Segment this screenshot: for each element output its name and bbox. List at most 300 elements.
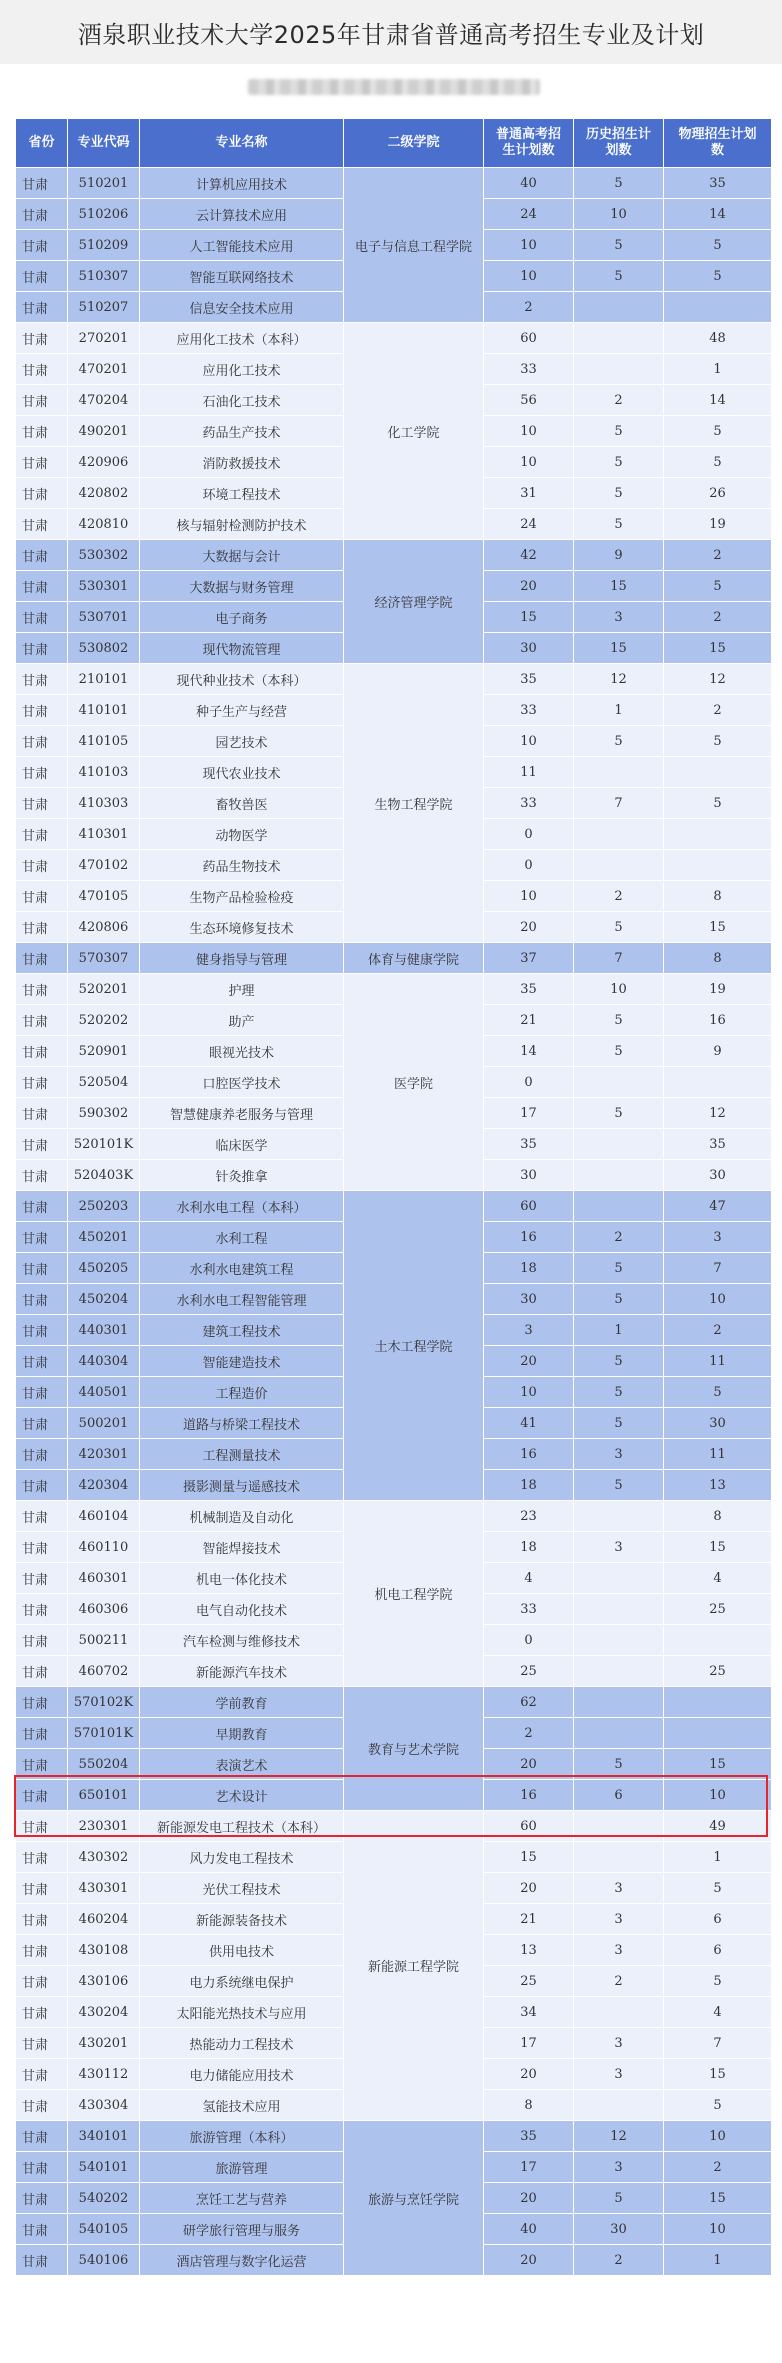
- major-name-cell: 石油化工技术: [140, 385, 344, 416]
- code-cell: 210101: [68, 664, 140, 695]
- physics-cell: 2: [664, 695, 772, 726]
- total-cell: 20: [484, 912, 574, 943]
- total-cell: 10: [484, 416, 574, 447]
- code-cell: 460204: [68, 1904, 140, 1935]
- history-cell: 5: [574, 1470, 664, 1501]
- physics-cell: 35: [664, 1129, 772, 1160]
- college-cell: 教育与艺术学院: [344, 1687, 484, 1811]
- physics-cell: 5: [664, 726, 772, 757]
- table-row: [16, 1191, 772, 1222]
- history-cell: 5: [574, 1098, 664, 1129]
- code-cell: 470204: [68, 385, 140, 416]
- history-cell: [574, 819, 664, 850]
- code-cell: 420906: [68, 447, 140, 478]
- total-cell: 41: [484, 1408, 574, 1439]
- history-cell: 9: [574, 540, 664, 571]
- physics-cell: [664, 292, 772, 323]
- total-cell: 0: [484, 1067, 574, 1098]
- code-cell: 410105: [68, 726, 140, 757]
- major-name-cell: 工程测量技术: [140, 1439, 344, 1470]
- total-cell: 21: [484, 1904, 574, 1935]
- province-cell: 甘肃: [16, 230, 68, 261]
- major-name-cell: 应用化工技术（本科）: [140, 323, 344, 354]
- physics-cell: 8: [664, 881, 772, 912]
- history-cell: [574, 1501, 664, 1532]
- header-total: 普通高考招生计划数: [484, 119, 574, 168]
- major-name-cell: 道路与桥梁工程技术: [140, 1408, 344, 1439]
- code-cell: 420810: [68, 509, 140, 540]
- total-cell: 30: [484, 633, 574, 664]
- history-cell: [574, 1718, 664, 1749]
- table-row: [16, 323, 772, 354]
- major-name-cell: 大数据与会计: [140, 540, 344, 571]
- table-row: [16, 1501, 772, 1532]
- major-name-cell: 生物产品检验检疫: [140, 881, 344, 912]
- college-cell: 生物工程学院: [344, 664, 484, 943]
- table-row: [16, 664, 772, 695]
- physics-cell: 3: [664, 1222, 772, 1253]
- physics-cell: 26: [664, 478, 772, 509]
- province-cell: 甘肃: [16, 323, 68, 354]
- physics-cell: 4: [664, 1563, 772, 1594]
- province-cell: 甘肃: [16, 695, 68, 726]
- table-row: [16, 1811, 772, 1842]
- province-cell: 甘肃: [16, 1408, 68, 1439]
- code-cell: 430301: [68, 1873, 140, 1904]
- total-cell: 2: [484, 1718, 574, 1749]
- code-cell: 530302: [68, 540, 140, 571]
- major-name-cell: 太阳能光热技术与应用: [140, 1997, 344, 2028]
- physics-cell: 30: [664, 1160, 772, 1191]
- history-cell: [574, 757, 664, 788]
- history-cell: 1: [574, 1315, 664, 1346]
- province-cell: 甘肃: [16, 1532, 68, 1563]
- physics-cell: 2: [664, 540, 772, 571]
- province-cell: 甘肃: [16, 633, 68, 664]
- total-cell: 20: [484, 2183, 574, 2214]
- major-name-cell: 汽车检测与维修技术: [140, 1625, 344, 1656]
- total-cell: 15: [484, 602, 574, 633]
- history-cell: 3: [574, 1439, 664, 1470]
- major-name-cell: 眼视光技术: [140, 1036, 344, 1067]
- physics-cell: 14: [664, 385, 772, 416]
- total-cell: 35: [484, 664, 574, 695]
- code-cell: 450205: [68, 1253, 140, 1284]
- history-cell: [574, 1687, 664, 1718]
- code-cell: 520403K: [68, 1160, 140, 1191]
- table-row: [16, 168, 772, 199]
- province-cell: 甘肃: [16, 478, 68, 509]
- province-cell: 甘肃: [16, 1098, 68, 1129]
- major-name-cell: 临床医学: [140, 1129, 344, 1160]
- major-name-cell: 药品生产技术: [140, 416, 344, 447]
- physics-cell: 5: [664, 1966, 772, 1997]
- major-name-cell: 智能互联网络技术: [140, 261, 344, 292]
- history-cell: 5: [574, 1284, 664, 1315]
- physics-cell: 5: [664, 788, 772, 819]
- physics-cell: 2: [664, 1315, 772, 1346]
- code-cell: 520201: [68, 974, 140, 1005]
- college-cell: 医学院: [344, 974, 484, 1191]
- total-cell: 18: [484, 1470, 574, 1501]
- code-cell: 530802: [68, 633, 140, 664]
- physics-cell: [664, 1067, 772, 1098]
- province-cell: 甘肃: [16, 974, 68, 1005]
- total-cell: 10: [484, 881, 574, 912]
- total-cell: 60: [484, 1191, 574, 1222]
- code-cell: 420802: [68, 478, 140, 509]
- table-row: [16, 974, 772, 1005]
- major-name-cell: 水利水电建筑工程: [140, 1253, 344, 1284]
- province-cell: 甘肃: [16, 416, 68, 447]
- physics-cell: 5: [664, 571, 772, 602]
- total-cell: 20: [484, 1346, 574, 1377]
- college-cell: 化工学院: [344, 323, 484, 540]
- province-cell: 甘肃: [16, 2059, 68, 2090]
- major-name-cell: 酒店管理与数字化运营: [140, 2245, 344, 2276]
- major-name-cell: 智慧健康养老服务与管理: [140, 1098, 344, 1129]
- history-cell: 5: [574, 2183, 664, 2214]
- header-college: 二级学院: [344, 119, 484, 168]
- total-cell: 3: [484, 1315, 574, 1346]
- major-name-cell: 大数据与财务管理: [140, 571, 344, 602]
- code-cell: 510206: [68, 199, 140, 230]
- province-cell: 甘肃: [16, 757, 68, 788]
- code-cell: 520504: [68, 1067, 140, 1098]
- history-cell: 3: [574, 602, 664, 633]
- history-cell: 5: [574, 416, 664, 447]
- province-cell: 甘肃: [16, 261, 68, 292]
- total-cell: 10: [484, 1377, 574, 1408]
- code-cell: 510201: [68, 168, 140, 199]
- code-cell: 430204: [68, 1997, 140, 2028]
- college-cell: 土木工程学院: [344, 1191, 484, 1501]
- total-cell: 60: [484, 1811, 574, 1842]
- total-cell: 25: [484, 1656, 574, 1687]
- major-name-cell: 信息安全技术应用: [140, 292, 344, 323]
- province-cell: 甘肃: [16, 2028, 68, 2059]
- province-cell: 甘肃: [16, 1067, 68, 1098]
- physics-cell: 11: [664, 1346, 772, 1377]
- total-cell: 0: [484, 1625, 574, 1656]
- total-cell: 33: [484, 1594, 574, 1625]
- major-name-cell: 表演艺术: [140, 1749, 344, 1780]
- total-cell: 16: [484, 1780, 574, 1811]
- code-cell: 460104: [68, 1501, 140, 1532]
- physics-cell: 8: [664, 943, 772, 974]
- province-cell: 甘肃: [16, 1005, 68, 1036]
- major-name-cell: 水利工程: [140, 1222, 344, 1253]
- history-cell: 15: [574, 571, 664, 602]
- physics-cell: 1: [664, 1842, 772, 1873]
- total-cell: 0: [484, 819, 574, 850]
- major-name-cell: 电力储能应用技术: [140, 2059, 344, 2090]
- history-cell: 5: [574, 1749, 664, 1780]
- history-cell: 10: [574, 199, 664, 230]
- province-cell: 甘肃: [16, 1780, 68, 1811]
- history-cell: [574, 354, 664, 385]
- total-cell: 30: [484, 1160, 574, 1191]
- total-cell: 10: [484, 447, 574, 478]
- total-cell: 56: [484, 385, 574, 416]
- physics-cell: 7: [664, 2028, 772, 2059]
- province-cell: 甘肃: [16, 1935, 68, 1966]
- major-name-cell: 核与辐射检测防护技术: [140, 509, 344, 540]
- major-name-cell: 工程造价: [140, 1377, 344, 1408]
- province-cell: 甘肃: [16, 385, 68, 416]
- total-cell: 10: [484, 726, 574, 757]
- major-name-cell: 烹饪工艺与营养: [140, 2183, 344, 2214]
- province-cell: 甘肃: [16, 602, 68, 633]
- total-cell: 33: [484, 695, 574, 726]
- total-cell: 62: [484, 1687, 574, 1718]
- total-cell: 18: [484, 1253, 574, 1284]
- history-cell: [574, 1191, 664, 1222]
- province-cell: 甘肃: [16, 1594, 68, 1625]
- physics-cell: 1: [664, 354, 772, 385]
- major-name-cell: 研学旅行管理与服务: [140, 2214, 344, 2245]
- major-name-cell: 电力系统继电保护: [140, 1966, 344, 1997]
- total-cell: 42: [484, 540, 574, 571]
- major-name-cell: 旅游管理: [140, 2152, 344, 2183]
- physics-cell: 12: [664, 664, 772, 695]
- major-name-cell: 人工智能技术应用: [140, 230, 344, 261]
- total-cell: 20: [484, 2059, 574, 2090]
- major-name-cell: 动物医学: [140, 819, 344, 850]
- history-cell: 5: [574, 478, 664, 509]
- history-cell: 2: [574, 385, 664, 416]
- code-cell: 530301: [68, 571, 140, 602]
- major-name-cell: 光伏工程技术: [140, 1873, 344, 1904]
- history-cell: 3: [574, 1873, 664, 1904]
- history-cell: [574, 1842, 664, 1873]
- history-cell: 3: [574, 1904, 664, 1935]
- code-cell: 420806: [68, 912, 140, 943]
- college-cell: 经济管理学院: [344, 540, 484, 664]
- code-cell: 650101: [68, 1780, 140, 1811]
- physics-cell: 6: [664, 1935, 772, 1966]
- province-cell: 甘肃: [16, 1749, 68, 1780]
- history-cell: 5: [574, 509, 664, 540]
- code-cell: 550204: [68, 1749, 140, 1780]
- code-cell: 540106: [68, 2245, 140, 2276]
- province-cell: 甘肃: [16, 664, 68, 695]
- total-cell: 17: [484, 2152, 574, 2183]
- history-cell: [574, 1129, 664, 1160]
- code-cell: 570307: [68, 943, 140, 974]
- major-name-cell: 生态环境修复技术: [140, 912, 344, 943]
- province-cell: 甘肃: [16, 2152, 68, 2183]
- major-name-cell: 智能焊接技术: [140, 1532, 344, 1563]
- physics-cell: 15: [664, 1749, 772, 1780]
- province-cell: 甘肃: [16, 1470, 68, 1501]
- province-cell: 甘肃: [16, 1904, 68, 1935]
- code-cell: 410301: [68, 819, 140, 850]
- physics-cell: 49: [664, 1811, 772, 1842]
- total-cell: 34: [484, 1997, 574, 2028]
- physics-cell: 4: [664, 1997, 772, 2028]
- major-name-cell: 智能建造技术: [140, 1346, 344, 1377]
- major-name-cell: 种子生产与经营: [140, 695, 344, 726]
- province-cell: 甘肃: [16, 1625, 68, 1656]
- physics-cell: 5: [664, 230, 772, 261]
- history-cell: [574, 1625, 664, 1656]
- code-cell: 470102: [68, 850, 140, 881]
- major-name-cell: 现代农业技术: [140, 757, 344, 788]
- physics-cell: 2: [664, 2152, 772, 2183]
- code-cell: 410103: [68, 757, 140, 788]
- province-cell: 甘肃: [16, 2183, 68, 2214]
- province-cell: 甘肃: [16, 1966, 68, 1997]
- history-cell: 15: [574, 633, 664, 664]
- code-cell: 470105: [68, 881, 140, 912]
- code-cell: 540202: [68, 2183, 140, 2214]
- province-cell: 甘肃: [16, 788, 68, 819]
- college-cell: 体育与健康学院: [344, 943, 484, 974]
- college-cell: 电子与信息工程学院: [344, 168, 484, 323]
- total-cell: 10: [484, 230, 574, 261]
- major-name-cell: 水利水电工程（本科）: [140, 1191, 344, 1222]
- province-cell: 甘肃: [16, 1222, 68, 1253]
- total-cell: 35: [484, 974, 574, 1005]
- major-name-cell: 供用电技术: [140, 1935, 344, 1966]
- history-cell: [574, 1594, 664, 1625]
- physics-cell: 9: [664, 1036, 772, 1067]
- code-cell: 430108: [68, 1935, 140, 1966]
- province-cell: 甘肃: [16, 1718, 68, 1749]
- province-cell: 甘肃: [16, 912, 68, 943]
- physics-cell: 19: [664, 974, 772, 1005]
- major-name-cell: 助产: [140, 1005, 344, 1036]
- physics-cell: [664, 850, 772, 881]
- code-cell: 520202: [68, 1005, 140, 1036]
- physics-cell: 15: [664, 2183, 772, 2214]
- province-cell: 甘肃: [16, 1036, 68, 1067]
- code-cell: 590302: [68, 1098, 140, 1129]
- physics-cell: 19: [664, 509, 772, 540]
- code-cell: 460110: [68, 1532, 140, 1563]
- physics-cell: 5: [664, 1873, 772, 1904]
- province-cell: 甘肃: [16, 168, 68, 199]
- province-cell: 甘肃: [16, 1315, 68, 1346]
- total-cell: 17: [484, 2028, 574, 2059]
- physics-cell: [664, 819, 772, 850]
- major-name-cell: 现代种业技术（本科）: [140, 664, 344, 695]
- total-cell: 20: [484, 571, 574, 602]
- physics-cell: 2: [664, 602, 772, 633]
- physics-cell: 25: [664, 1594, 772, 1625]
- total-cell: 35: [484, 2121, 574, 2152]
- major-name-cell: 新能源装备技术: [140, 1904, 344, 1935]
- header-physics: 物理招生计划数: [664, 119, 772, 168]
- history-cell: 12: [574, 664, 664, 695]
- major-name-cell: 风力发电工程技术: [140, 1842, 344, 1873]
- total-cell: 24: [484, 199, 574, 230]
- history-cell: 2: [574, 2245, 664, 2276]
- physics-cell: 16: [664, 1005, 772, 1036]
- physics-cell: 15: [664, 633, 772, 664]
- total-cell: 30: [484, 1284, 574, 1315]
- history-cell: 3: [574, 2059, 664, 2090]
- header-history: 历史招生计划数: [574, 119, 664, 168]
- total-cell: 16: [484, 1222, 574, 1253]
- history-cell: [574, 1997, 664, 2028]
- history-cell: 3: [574, 2028, 664, 2059]
- code-cell: 430304: [68, 2090, 140, 2121]
- table-row: [16, 943, 772, 974]
- code-cell: 420301: [68, 1439, 140, 1470]
- code-cell: 460306: [68, 1594, 140, 1625]
- physics-cell: 10: [664, 2214, 772, 2245]
- major-name-cell: 护理: [140, 974, 344, 1005]
- history-cell: 5: [574, 1253, 664, 1284]
- province-cell: 甘肃: [16, 1253, 68, 1284]
- enrollment-plan-table: [15, 118, 772, 2276]
- history-cell: 5: [574, 912, 664, 943]
- major-name-cell: 环境工程技术: [140, 478, 344, 509]
- province-cell: 甘肃: [16, 1284, 68, 1315]
- history-cell: 5: [574, 1408, 664, 1439]
- code-cell: 410303: [68, 788, 140, 819]
- history-cell: 5: [574, 726, 664, 757]
- province-cell: 甘肃: [16, 726, 68, 757]
- major-name-cell: 旅游管理（本科）: [140, 2121, 344, 2152]
- code-cell: 540105: [68, 2214, 140, 2245]
- total-cell: 2: [484, 292, 574, 323]
- history-cell: [574, 323, 664, 354]
- physics-cell: 25: [664, 1656, 772, 1687]
- total-cell: 14: [484, 1036, 574, 1067]
- province-cell: 甘肃: [16, 2245, 68, 2276]
- code-cell: 520901: [68, 1036, 140, 1067]
- total-cell: 37: [484, 943, 574, 974]
- major-name-cell: 口腔医学技术: [140, 1067, 344, 1098]
- history-cell: 12: [574, 2121, 664, 2152]
- province-cell: 甘肃: [16, 2121, 68, 2152]
- province-cell: 甘肃: [16, 354, 68, 385]
- code-cell: 460702: [68, 1656, 140, 1687]
- province-cell: 甘肃: [16, 2090, 68, 2121]
- major-name-cell: 早期教育: [140, 1718, 344, 1749]
- physics-cell: 13: [664, 1470, 772, 1501]
- physics-cell: 11: [664, 1439, 772, 1470]
- code-cell: 450201: [68, 1222, 140, 1253]
- history-cell: [574, 1656, 664, 1687]
- history-cell: 3: [574, 1935, 664, 1966]
- major-name-cell: 艺术设计: [140, 1780, 344, 1811]
- history-cell: 5: [574, 168, 664, 199]
- total-cell: 18: [484, 1532, 574, 1563]
- physics-cell: 48: [664, 323, 772, 354]
- total-cell: 20: [484, 2245, 574, 2276]
- physics-cell: 35: [664, 168, 772, 199]
- history-cell: 5: [574, 230, 664, 261]
- code-cell: 510307: [68, 261, 140, 292]
- province-cell: 甘肃: [16, 1873, 68, 1904]
- history-cell: 30: [574, 2214, 664, 2245]
- code-cell: 430106: [68, 1966, 140, 1997]
- province-cell: 甘肃: [16, 943, 68, 974]
- physics-cell: 8: [664, 1501, 772, 1532]
- code-cell: 440304: [68, 1346, 140, 1377]
- province-cell: 甘肃: [16, 540, 68, 571]
- physics-cell: 47: [664, 1191, 772, 1222]
- major-name-cell: 现代物流管理: [140, 633, 344, 664]
- code-cell: 250203: [68, 1191, 140, 1222]
- major-name-cell: 新能源汽车技术: [140, 1656, 344, 1687]
- province-cell: 甘肃: [16, 1501, 68, 1532]
- code-cell: 440501: [68, 1377, 140, 1408]
